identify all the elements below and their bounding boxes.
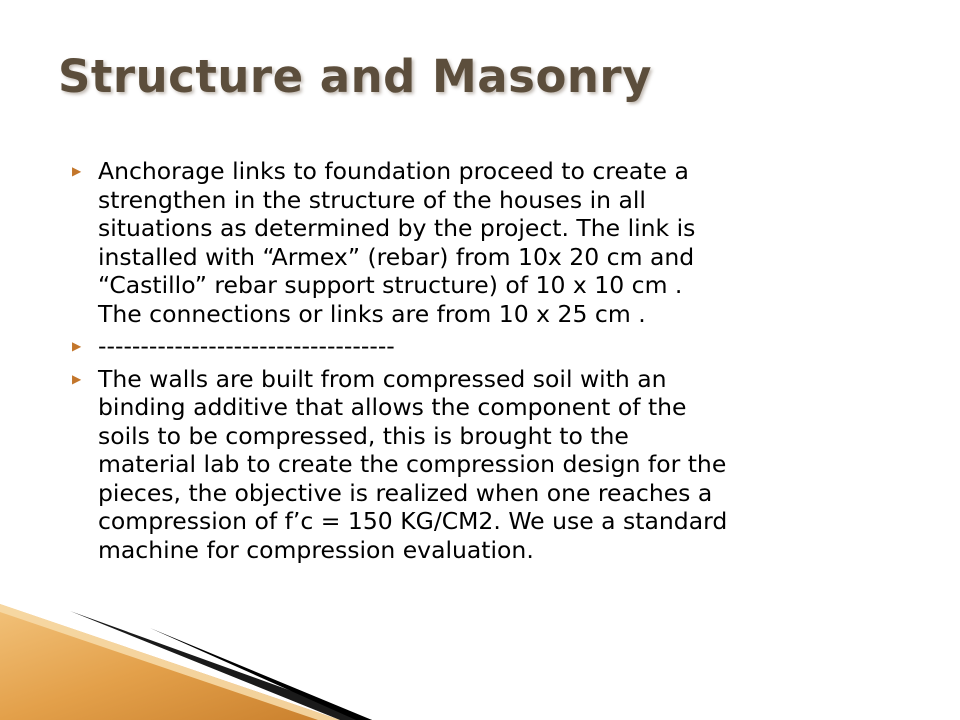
slide-title: Structure and Masonry bbox=[58, 50, 652, 103]
bullet-text-dashes: ----------------------------------- bbox=[98, 332, 395, 360]
bullet-item-anchorage bbox=[72, 157, 922, 328]
bullet-item-walls bbox=[72, 365, 922, 565]
bullet-text-anchorage: Anchorage links to foundation proceed to create a strengthen in the structure of the houses in all situations as determined by the project. The link is installed with “Armex” (rebar) from 10x 20 cm and “Castillo” rebar support structure) of 10 x 10 cm . The connections or links are from 10 x 25 cm . bbox=[98, 157, 696, 328]
triangle-bullet-icon: ▶ bbox=[72, 164, 82, 178]
bullet-text-walls: The walls are built from compressed soil with an binding additive that allows the component of the soils to be compressed, this is brought to the material lab to create the compression design for the pieces, the objective is realized when one reaches a compression of f’c = 150 KG/CM2. We use a standard machine for compression evaluation. bbox=[98, 364, 728, 564]
triangle-bullet-icon: ▶ bbox=[72, 339, 82, 353]
bullet-item-dashes bbox=[72, 332, 922, 361]
triangle-bullet-icon: ▶ bbox=[72, 371, 82, 386]
bullet-list bbox=[72, 157, 922, 568]
